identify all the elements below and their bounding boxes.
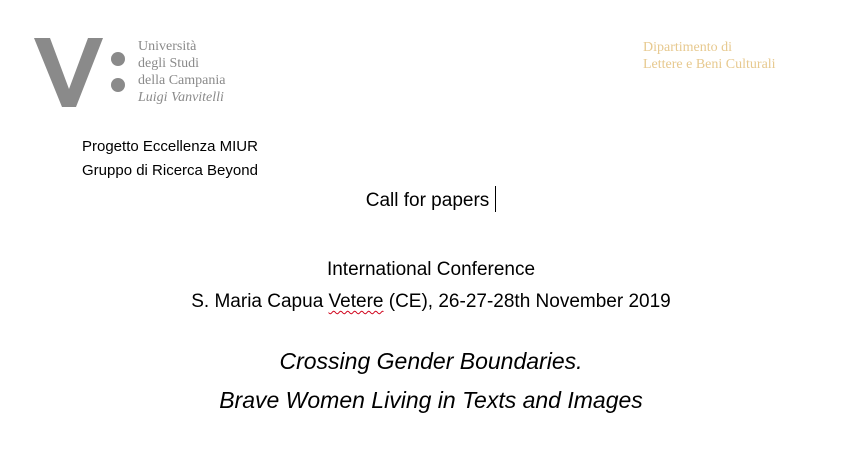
conference-title[interactable] [0,342,862,420]
department-name-line-2: Lettere e Beni Culturali [643,57,776,72]
conference-title-line-1: Crossing Gender Boundaries. [279,348,583,374]
logo-v-shape [34,38,103,107]
call-for-papers-label: Call for papers [365,190,490,211]
conference-place-part-1: S. Maria Capua [191,291,329,312]
spellcheck-flagged-word[interactable]: Vetere [328,291,384,312]
university-name-line-2: degli Studi [138,56,200,71]
call-for-papers-heading[interactable] [0,186,862,212]
department-name [643,39,776,73]
conference-place-date [0,286,862,318]
university-name-line-4: Luigi Vanvitelli [138,90,224,105]
project-info [82,135,258,183]
conference-title-line-2: Brave Women Living in Texts and Images [219,387,643,413]
department-name-line-1: Dipartimento di [643,40,733,55]
logo-colon-bottom-dot [111,78,125,92]
project-line-1: Progetto Eccellenza MIUR [82,138,258,155]
text-cursor [495,186,496,212]
conference-info[interactable] [0,254,862,318]
university-name [138,38,225,106]
logo-colon-top-dot [111,52,125,66]
conference-place-part-2: (CE), 26-27-28th November 2019 [383,291,671,312]
university-name-line-3: della Campania [138,73,226,88]
conference-type: International Conference [326,259,536,280]
project-line-2: Gruppo di Ricerca Beyond [82,162,258,179]
university-logo-mark [34,38,130,108]
university-name-line-1: Università [138,39,197,54]
